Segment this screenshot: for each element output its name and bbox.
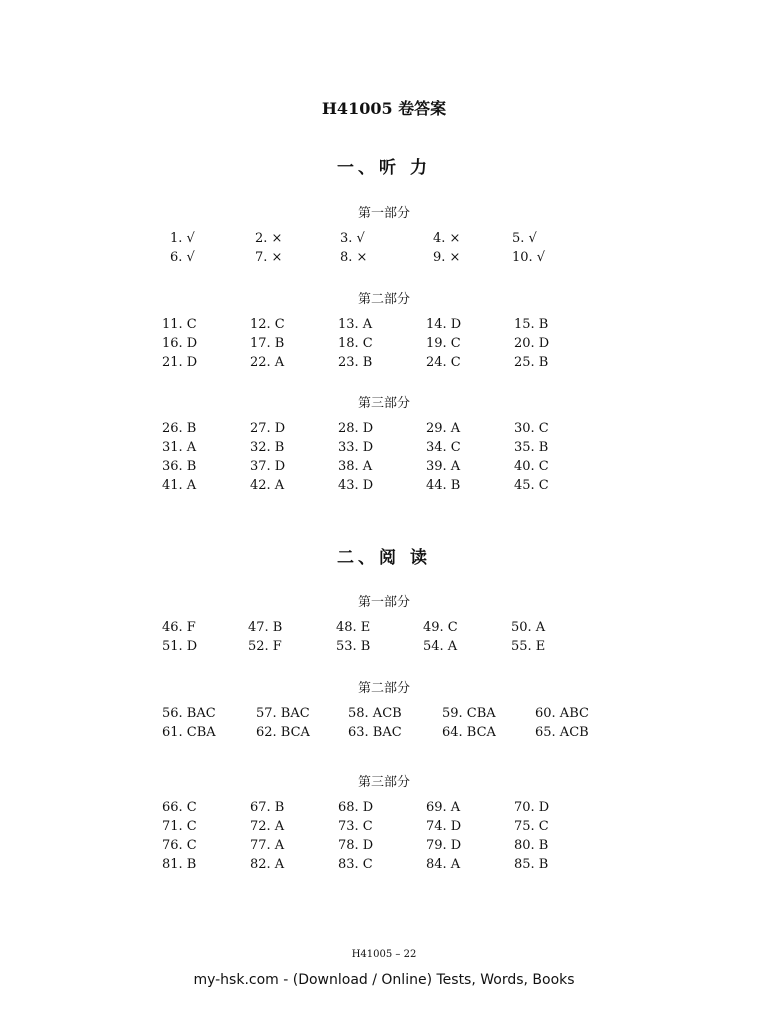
part-label: 第一部分 [357,595,410,610]
answer-item: 81. B [162,857,197,872]
answer-item: 16. D [162,336,198,351]
answer-item: 72. A [250,819,285,834]
answer-item: 60. ABC [535,706,589,721]
answer-item: 4. × [433,231,461,246]
answer-item: 70. D [514,800,550,815]
answer-row [0,706,768,725]
answer-item: 49. C [423,620,458,635]
answer-row [0,478,768,497]
answer-item: 40. C [514,459,549,474]
section-heading-reading: 二、阅 读 [337,548,431,568]
answer-row [0,857,768,876]
answer-item: 34. C [426,440,461,455]
answer-row [0,250,768,269]
part-label: 第一部分 [357,206,410,221]
answer-item: 11. C [162,317,197,332]
answer-item: 48. E [336,620,371,635]
answer-item: 50. A [511,620,546,635]
answer-row [0,355,768,374]
answer-item: 21. D [162,355,198,370]
answer-item: 47. B [248,620,283,635]
answer-row [0,620,768,639]
answer-item: 35. B [514,440,549,455]
answer-item: 8. × [340,250,368,265]
answer-item: 46. F [162,620,196,635]
answer-item: 57. BAC [256,706,310,721]
answer-item: 67. B [250,800,285,815]
answer-item: 71. C [162,819,197,834]
answer-row [0,440,768,459]
answer-item: 58. ACB [348,706,402,721]
answer-item: 80. B [514,838,549,853]
answer-item: 73. C [338,819,373,834]
answer-item: 61. CBA [162,725,216,740]
answer-row [0,336,768,355]
page-number: H41005 – 22 [351,949,417,960]
answer-item: 77. A [250,838,285,853]
answer-item: 17. B [250,336,285,351]
part-label: 第三部分 [357,775,410,790]
answer-item: 13. A [338,317,373,332]
answer-item: 55. E [511,639,546,654]
answer-item: 12. C [250,317,285,332]
answer-item: 28. D [338,421,374,436]
answer-item: 62. BCA [256,725,310,740]
page-title: H41005 卷答案 [321,99,447,118]
answer-item: 83. C [338,857,373,872]
answer-item: 85. B [514,857,549,872]
part-label: 第三部分 [357,396,410,411]
answer-item: 65. ACB [535,725,589,740]
answer-item: 2. × [255,231,283,246]
answer-row [0,725,768,744]
answer-row [0,800,768,819]
answer-item: 75. C [514,819,549,834]
answer-item: 38. A [338,459,373,474]
section-heading-listening: 一、听 力 [337,158,431,178]
answer-row [0,231,768,250]
answer-row [0,317,768,336]
answer-item: 59. CBA [442,706,496,721]
answer-item: 66. C [162,800,197,815]
answer-item: 69. A [426,800,461,815]
part-label: 第二部分 [357,292,410,307]
answer-item: 30. C [514,421,549,436]
answer-item: 36. B [162,459,197,474]
answer-item: 56. BAC [162,706,216,721]
answer-item: 22. A [250,355,285,370]
answer-item: 19. C [426,336,461,351]
answer-item: 64. BCA [442,725,496,740]
answer-item: 10. √ [512,250,546,265]
answer-item: 20. D [514,336,550,351]
answer-item: 78. D [338,838,374,853]
answer-row [0,838,768,857]
answer-item: 9. × [433,250,461,265]
answer-row [0,459,768,478]
answer-item: 26. B [162,421,197,436]
answer-item: 18. C [338,336,373,351]
answer-item: 15. B [514,317,549,332]
part-label: 第二部分 [357,681,410,696]
answer-item: 25. B [514,355,549,370]
answer-row [0,819,768,838]
footer-text: my-hsk.com - (Download / Online) Tests, Words, Books [193,972,575,988]
answer-item: 45. C [514,478,549,493]
answer-item: 31. A [162,440,197,455]
answer-row [0,639,768,658]
answer-item: 5. √ [512,231,537,246]
answer-row [0,421,768,440]
answer-item: 68. D [338,800,374,815]
answer-item: 43. D [338,478,374,493]
answer-item: 39. A [426,459,461,474]
answer-item: 29. A [426,421,461,436]
answer-item: 27. D [250,421,286,436]
answer-item: 53. B [336,639,371,654]
answer-item: 74. D [426,819,462,834]
answer-item: 14. D [426,317,462,332]
answer-item: 54. A [423,639,458,654]
answer-item: 3. √ [340,231,365,246]
answer-item: 37. D [250,459,286,474]
answer-item: 79. D [426,838,462,853]
answer-item: 76. C [162,838,197,853]
answer-item: 1. √ [170,231,195,246]
answer-item: 33. D [338,440,374,455]
answer-item: 52. F [248,639,282,654]
answer-item: 23. B [338,355,373,370]
answer-item: 63. BAC [348,725,402,740]
answer-item: 41. A [162,478,197,493]
answer-item: 42. A [250,478,285,493]
answer-item: 32. B [250,440,285,455]
answer-item: 44. B [426,478,461,493]
answer-item: 6. √ [170,250,195,265]
answer-item: 82. A [250,857,285,872]
answer-item: 7. × [255,250,283,265]
answer-item: 84. A [426,857,461,872]
answer-item: 51. D [162,639,198,654]
answer-item: 24. C [426,355,461,370]
